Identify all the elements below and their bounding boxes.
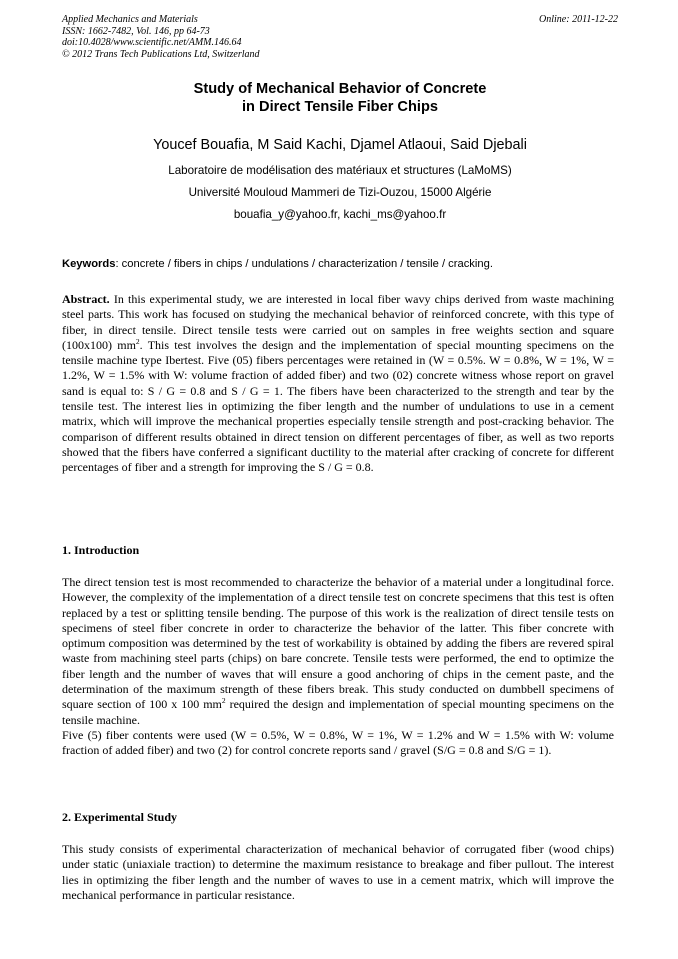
- introduction-text-part2: required the design and implementation of special mounting specimens on the tensile machine.: [62, 697, 614, 727]
- abstract-superscript: 2: [135, 336, 140, 346]
- paper-title: [62, 80, 618, 116]
- abstract-text-part2: . This test involves the design and the implementation of special mounting specimens on the tensile machine type Ibertest. Five (05) fibers percentages were retained in (W = 0.5%. W = 0.8%, W = 1%, W = 1.2%, W = 1.5% with W: volume fraction of added fiber) and two (02) concrete witness whose report on gravel sand is equal to: S / G = 0.8 and S / G = 1. The fibers have been characterized to the strength and tear by the tensile test. The interest lies in optimizing the fiber length and the number of undulations to use in a cement matrix, which will improve the mechanical properties especially tensile strength and post-cracking behavior. The comparison of different results obtained in direct tension on different percentages of fiber, as well as two reports showed that the fibers have conferred a significant ductility to the material after cracking of concrete for different percentages of fiber and a strength for improving the S / G = 0.8.: [62, 337, 614, 475]
- introduction-text-part1: The direct tension test is most recommended to characterize the behavior of a material under a longitudinal force. However, the complexity of the implementation of a direct tensile test on concrete specimens that this test is often replaced by a test or splitting tensile bending. The purpose of this work is the realization of direct tensile tests on specimens of steel fiber concrete in order to characterize the behavior of the latter. This fiber concrete with optimum composition was determined by the test of workability is obtained by adding the fibers are revered spiral waste from machining steel parts (chips) on bare concrete. Tensile tests were performed, the end to optimize the fiber length and the number of waves that will ensure a good anchoring of chips in the cement paste, and the determination of the maximum strength of these fibers break. This study conducted on dumbbell specimens of square section of 100 x 100 mm: [62, 575, 614, 712]
- author-list: Youcef Bouafia, M Said Kachi, Djamel Atlaoui, Said Djebali: [153, 137, 527, 153]
- affiliation-lab: Laboratoire de modélisation des matériaux et structures (LaMoMS): [168, 164, 512, 177]
- abstract-paragraph: [62, 292, 614, 476]
- journal-copyright: © 2012 Trans Tech Publications Ltd, Switzerland: [62, 48, 260, 60]
- journal-name: Applied Mechanics and Materials: [62, 14, 198, 25]
- title-line-2: in Direct Tensile Fiber Chips: [242, 99, 438, 115]
- title-line-1: Study of Mechanical Behavior of Concrete: [193, 81, 487, 97]
- introduction-superscript: 2: [221, 696, 226, 706]
- experimental-study-paragraph: This study consists of experimental characterization of mechanical behavior of corrugated fiber (wood chips) under static (uniaxiale traction) to determine the maximum resistance to breakage and fiber pullout. The interest lies in optimizing the fiber length and the number of waves to use in a cement matrix, which will improve the mechanical performance in particular resistance.: [62, 842, 614, 902]
- journal-issn: ISSN: 1662-7482, Vol. 146, pp 64-73: [62, 25, 210, 37]
- section-2-heading: 2. Experimental Study: [62, 810, 178, 824]
- introduction-text-fiber-contents: Five (5) fiber contents were used (W = 0.5%, W = 0.8%, W = 1%, W = 1.2% and W = 1.5% with W: volume fraction of added fiber) and two (2) for control concrete reports sand / gravel (S/G = 0.8 and S/G = 1).: [62, 727, 614, 758]
- keywords-text: : concrete / fibers in chips / undulations / characterization / tensile / cracking.: [115, 258, 493, 270]
- affiliation-university: Université Mouloud Mammeri de Tizi-Ouzou, 15000 Algérie: [188, 186, 492, 199]
- online-date: Online: 2011-12-22: [539, 14, 618, 25]
- journal-doi: doi:10.4028/www.scientific.net/AMM.146.64: [62, 37, 242, 48]
- section-1-heading: 1. Introduction: [62, 543, 140, 557]
- journal-header: [62, 14, 618, 60]
- introduction-paragraph: [62, 575, 614, 759]
- abstract-text-part1: In this experimental study, we are interested in local fiber wavy chips derived from waste machining steel parts. This work has focused on studying the mechanical behavior of reinforced concrete, with this type of fiber, in direct tensile. Direct tensile tests were carried out on samples in free weights section and square (100x100) mm: [62, 292, 614, 352]
- keywords-line: [62, 257, 618, 271]
- abstract-label: Abstract.: [62, 292, 110, 306]
- author-emails: bouafia_y@yahoo.fr, kachi_ms@yahoo.fr: [233, 208, 447, 221]
- keywords-label: Keywords: [62, 258, 116, 270]
